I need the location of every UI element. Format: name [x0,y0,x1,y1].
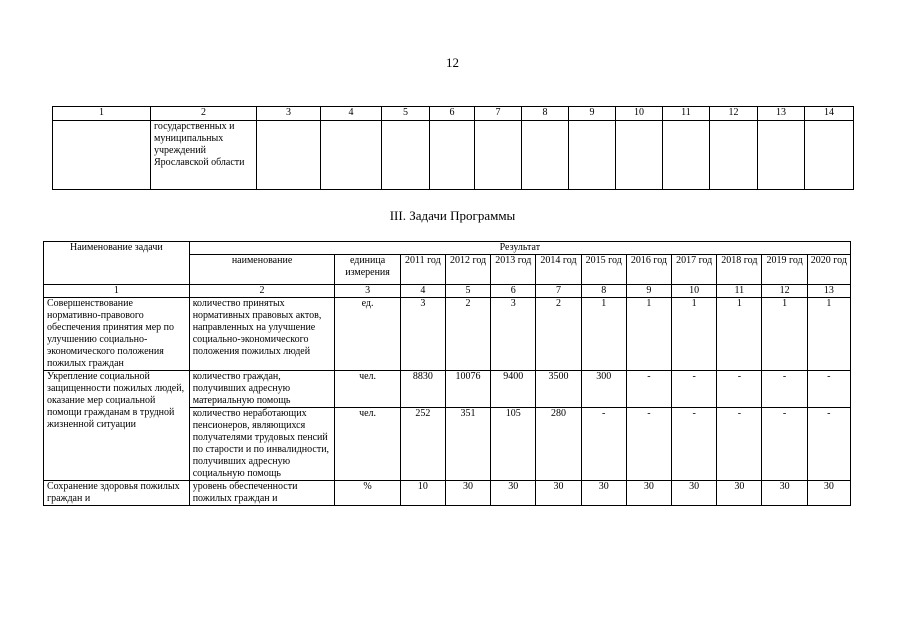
col-number: 7 [475,107,522,121]
col-number: 8 [522,107,569,121]
col-number: 6 [430,107,475,121]
indicator-name-cell: количество неработающих пенсионеров, являющихся получателями трудовых пенсий по старости и по инвалидности, получивших адресную социальную помощь [189,408,335,481]
col-number: 10 [672,285,717,298]
value-cell: 1 [581,298,626,371]
col-number: 2 [151,107,257,121]
cell-empty [663,121,710,190]
cell-empty [522,121,569,190]
col-number: 11 [717,285,762,298]
cell-empty [569,121,616,190]
value-cell: 252 [400,408,445,481]
cell-empty [430,121,475,190]
header-row-1 [44,242,851,255]
value-cell: - [717,408,762,481]
task-header: Наименование задачи [44,242,190,285]
name-header: наименование [189,255,335,285]
table-row [44,371,851,408]
year-header: 2011 год [400,255,445,285]
col-number: 9 [569,107,616,121]
continuation-table [52,106,854,190]
col-number: 6 [491,285,536,298]
indicator-name-cell: количество принятых нормативных правовых актов, направленных на улучшение социально-экономического положения пожилых людей [189,298,335,371]
unit-cell: % [335,481,400,506]
col-number: 12 [762,285,807,298]
col-number: 3 [257,107,321,121]
value-cell: 3 [400,298,445,371]
cell-empty [382,121,430,190]
value-cell: 1 [672,298,717,371]
value-cell: 2 [536,298,581,371]
year-header: 2014 год [536,255,581,285]
value-cell: - [672,371,717,408]
value-cell: 3500 [536,371,581,408]
col-number: 5 [445,285,490,298]
value-cell: 1 [807,298,850,371]
value-cell: - [672,408,717,481]
value-cell: 30 [536,481,581,506]
cell-empty [616,121,663,190]
table-row [53,121,854,190]
col-number: 13 [758,107,805,121]
value-cell: - [762,371,807,408]
value-cell: 10 [400,481,445,506]
value-cell: 9400 [491,371,536,408]
col-number: 10 [616,107,663,121]
year-header: 2020 год [807,255,850,285]
col-number: 7 [536,285,581,298]
unit-cell: ед. [335,298,400,371]
col-number: 1 [53,107,151,121]
task-cell: Укрепление социальной защищенности пожилых людей, оказание мер социальной помощи гражданам в трудной жизненной ситуации [44,371,190,481]
value-cell: 30 [717,481,762,506]
unit-cell: чел. [335,408,400,481]
value-cell: 2 [445,298,490,371]
value-cell: 300 [581,371,626,408]
value-cell: 30 [672,481,717,506]
year-header: 2012 год [445,255,490,285]
col-number: 2 [189,285,335,298]
year-header: 2017 год [672,255,717,285]
value-cell: 1 [762,298,807,371]
value-cell: - [762,408,807,481]
col-number: 4 [321,107,382,121]
value-cell: - [807,408,850,481]
year-header: 2015 год [581,255,626,285]
table-row [44,481,851,506]
value-cell: - [626,371,671,408]
unit-header: единица измерения [335,255,400,285]
col-number: 8 [581,285,626,298]
col-number: 3 [335,285,400,298]
value-cell: 30 [762,481,807,506]
value-cell: - [581,408,626,481]
value-cell: 1 [626,298,671,371]
column-number-row [44,285,851,298]
table-header-row [53,107,854,121]
cell-empty [758,121,805,190]
unit-cell: чел. [335,371,400,408]
value-cell: 30 [626,481,671,506]
col-number: 1 [44,285,190,298]
value-cell: 30 [581,481,626,506]
tasks-table [43,241,851,506]
cell-empty [805,121,854,190]
value-cell: 1 [717,298,762,371]
institution-text: государственных и муниципальных учреждений Ярославской области [151,121,257,190]
value-cell: 280 [536,408,581,481]
year-header: 2013 год [491,255,536,285]
col-number: 13 [807,285,850,298]
page-cut [0,600,905,640]
col-number: 5 [382,107,430,121]
year-header: 2018 год [717,255,762,285]
year-header: 2019 год [762,255,807,285]
value-cell: 8830 [400,371,445,408]
cell-empty [710,121,758,190]
value-cell: - [626,408,671,481]
indicator-name-cell: количество граждан, получивших адресную материальную помощь [189,371,335,408]
value-cell: 3 [491,298,536,371]
indicator-name-cell: уровень обеспеченности пожилых граждан и [189,481,335,506]
value-cell: 30 [491,481,536,506]
value-cell: - [807,371,850,408]
task-cell: Совершенствование нормативно-правового обеспечения принятия мер по улучшению социально-экономического положения пожилых граждан [44,298,190,371]
value-cell: 30 [445,481,490,506]
cell-empty [321,121,382,190]
value-cell: - [717,371,762,408]
col-number: 14 [805,107,854,121]
section-title: III. Задачи Программы [389,208,516,223]
value-cell: 30 [807,481,850,506]
value-cell: 10076 [445,371,490,408]
value-cell: 105 [491,408,536,481]
col-number: 4 [400,285,445,298]
cell-empty [475,121,522,190]
col-number: 9 [626,285,671,298]
value-cell: 351 [445,408,490,481]
cell-empty [257,121,321,190]
result-header: Результат [189,242,850,255]
table-row [44,298,851,371]
task-cell: Сохранение здоровья пожилых граждан и [44,481,190,506]
col-number: 11 [663,107,710,121]
col-number: 12 [710,107,758,121]
cell-empty [53,121,151,190]
year-header: 2016 год [626,255,671,285]
page-number: 12 [446,55,459,70]
